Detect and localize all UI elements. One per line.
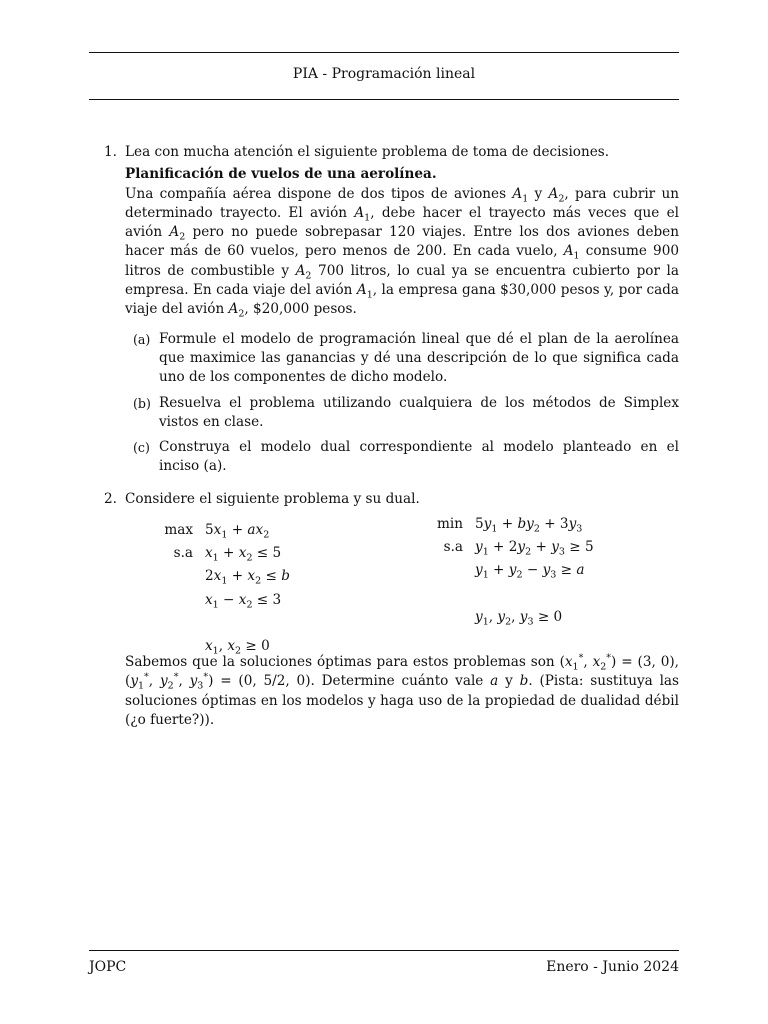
primal-constraint-2: $2x_1 + x_2 \le b$ [205,568,290,588]
subitem-b-text: Resuelva el problema utilizando cualquiera de los métodos de Simplex vistos en clase. [159,394,679,430]
question-2-closing: Sabemos que la soluciones óptimas para estos problemas son ($x_1^*$, $x_2^*) = (3$, 0), ($y_1^*$, $y_2^*$, $y_3^*) = (0$, 5/2, 0). Determine cuánto vale a y b. (Pista: sustituya las soluciones óptimas en los modelos y haga uso de la propiedad de dualidad débil (¿o fuerte?)). [125,652,680,728]
primal-constraint-1: s.a $x_1 + x_2 \le 5$ [173,545,282,564]
subitem-a-text: Formule el modelo de programación lineal que dé el plan de la aerolínea que maximice las ganancias y dé una descripción de lo que significa cada uno de los componentes de dicho modelo. [159,330,679,386]
dual-st-label: s.a [443,539,463,556]
dual-constraint-1: s.a $y_1 + 2y_2 + y_3 \ge 5$ [443,539,594,558]
primal-objective: max $5x_1 + ax_2$ [164,522,270,541]
primal-nonnegativity: $x_1$, $x_2 \ge 0$ [205,637,270,657]
subitem-b-label: (b) [133,395,151,411]
dual-constraint-2: $y_1 + y_2 - y_3 \ge a$ [475,562,585,582]
primal-constraint-3: $x_1 - x_2 \le 3$ [205,591,282,611]
subitem-a [133,330,679,388]
primal-objective-label: max [164,522,193,539]
question-1-statement: Una compañía aérea dispone de dos tipos de aviones $A_1$ y $A_2$, para cubrir un determinado trayecto. El avión $A_1$, debe hacer el trayecto más veces que el avión $A_2$ pero no puede sobrepasar 120 viajes. Entre los dos aviones deben hacer más de 60 vuelos, pero menos de 200. En cada vuelo, $A_1$ consume 900 litros de combustible y $A_2$ 700 litros, lo cual ya se encuentra cubierto por la empresa. En cada viaje del avión $A_1$, la empresa gana $30,000 pesos y, por cada viaje del avión $A_2$, $20,000 pesos. [125,185,679,321]
question-1 [104,143,679,477]
lp-models [125,513,679,657]
dual-nonnegativity: $y_1$, $y_2$, $y_3 \ge 0$ [475,608,563,628]
subitem-b [133,394,679,433]
dual-model [437,515,594,631]
subitem-c-label: (c) [133,440,150,456]
header-title: PIA - Programación lineal [292,66,476,82]
header-bottom-rule [89,99,679,100]
question-2-number: 2. [104,490,117,507]
question-2 [104,490,679,730]
footer-rule [89,950,679,951]
footer-left: JOPC [89,959,127,975]
primal-model [164,521,290,660]
subitem-c-text: Construya el modelo dual correspondiente al modelo planteado en el inciso (a). [159,439,679,475]
dual-objective: min $5y_1 + by_2 + 3y_3$ [437,516,583,535]
question-2-intro: Considere el siguiente problema y su dual. [125,490,420,507]
header-top-rule [89,52,679,53]
document-body [104,143,679,730]
question-1-heading: Planificación de vuelos de una aerolínea. [125,166,437,183]
subitem-c [133,438,679,477]
primal-st-label: s.a [173,545,193,562]
question-1-number: 1. [104,144,117,160]
dual-objective-label: min [437,516,463,533]
question-1-subitems [125,330,679,477]
question-1-intro: Lea con mucha atención el siguiente problema de toma de decisiones. [125,144,610,160]
footer-right: Enero - Junio 2024 [546,959,679,975]
subitem-a-label: (a) [133,331,151,347]
